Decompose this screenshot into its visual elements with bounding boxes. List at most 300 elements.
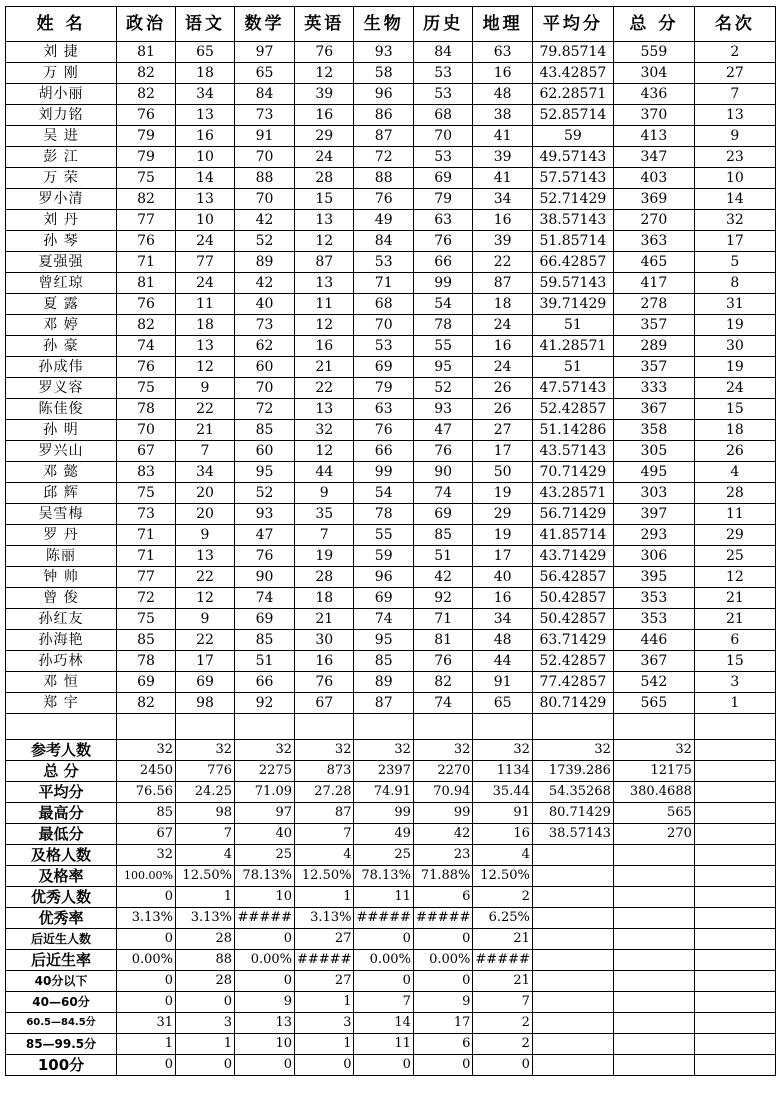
- cell-geography: 38: [473, 105, 532, 126]
- summary-cell-history: 23: [413, 845, 472, 866]
- cell-chinese: 13: [176, 105, 235, 126]
- cell-history: 79: [413, 189, 472, 210]
- cell-geography: 48: [473, 630, 532, 651]
- cell-geography: 22: [473, 252, 532, 273]
- cell-total: 403: [613, 168, 694, 189]
- cell-history: 85: [413, 525, 472, 546]
- cell-math: 85: [235, 420, 295, 441]
- cell-rank: 27: [694, 63, 775, 84]
- header-history: 历史: [413, 7, 472, 42]
- summary-cell-rank: [694, 950, 775, 971]
- summary-cell-geography: 6.25%: [473, 908, 532, 929]
- cell-math: 40: [235, 294, 295, 315]
- cell-politics: 82: [117, 84, 176, 105]
- cell-name: 陈丽: [6, 546, 117, 567]
- cell-average: 43.28571: [532, 483, 613, 504]
- summary-cell-politics: 0: [117, 992, 176, 1013]
- cell-geography: 16: [473, 63, 532, 84]
- cell-politics: 76: [117, 294, 176, 315]
- summary-row: [6, 803, 776, 824]
- summary-cell-math: 9: [235, 992, 295, 1013]
- cell-math: 73: [235, 105, 295, 126]
- empty-cell: [413, 714, 472, 740]
- summary-label: 后近生人数: [6, 929, 117, 950]
- cell-biology: 69: [354, 357, 413, 378]
- cell-biology: 54: [354, 483, 413, 504]
- cell-average: 70.71429: [532, 462, 613, 483]
- header-average: 平均分: [532, 7, 613, 42]
- grade-table: [5, 6, 776, 1076]
- summary-cell-politics: 0: [117, 971, 176, 992]
- cell-english: 19: [295, 546, 354, 567]
- summary-cell-history: 71.88%: [413, 866, 472, 887]
- cell-math: 60: [235, 357, 295, 378]
- summary-label: 平均分: [6, 782, 117, 803]
- cell-math: 93: [235, 504, 295, 525]
- summary-cell-rank: [694, 887, 775, 908]
- cell-politics: 71: [117, 546, 176, 567]
- cell-history: 68: [413, 105, 472, 126]
- summary-cell-average: [532, 971, 613, 992]
- cell-total: 417: [613, 273, 694, 294]
- cell-chinese: 20: [176, 483, 235, 504]
- summary-row: [6, 782, 776, 803]
- summary-cell-history: 42: [413, 824, 472, 845]
- summary-label: 优秀率: [6, 908, 117, 929]
- cell-history: 42: [413, 567, 472, 588]
- cell-politics: 77: [117, 567, 176, 588]
- cell-history: 76: [413, 651, 472, 672]
- cell-chinese: 69: [176, 672, 235, 693]
- cell-biology: 72: [354, 147, 413, 168]
- cell-history: 71: [413, 609, 472, 630]
- summary-cell-rank: [694, 824, 775, 845]
- cell-rank: 9: [694, 126, 775, 147]
- summary-cell-english: 7: [295, 824, 354, 845]
- cell-geography: 48: [473, 84, 532, 105]
- cell-average: 51: [532, 357, 613, 378]
- cell-average: 59: [532, 126, 613, 147]
- cell-average: 49.57143: [532, 147, 613, 168]
- cell-politics: 79: [117, 147, 176, 168]
- summary-cell-average: [532, 908, 613, 929]
- summary-cell-total: [613, 950, 694, 971]
- summary-cell-politics: 85: [117, 803, 176, 824]
- empty-cell: [473, 714, 532, 740]
- cell-total: 293: [613, 525, 694, 546]
- cell-math: 70: [235, 378, 295, 399]
- cell-biology: 76: [354, 420, 413, 441]
- summary-cell-biology: 78.13%: [354, 866, 413, 887]
- summary-cell-geography: 0: [473, 1055, 532, 1076]
- summary-row: [6, 1034, 776, 1055]
- cell-geography: 24: [473, 357, 532, 378]
- cell-politics: 71: [117, 525, 176, 546]
- summary-cell-average: 1739.286: [532, 761, 613, 782]
- header-politics: 政治: [117, 7, 176, 42]
- cell-biology: 63: [354, 399, 413, 420]
- cell-english: 39: [295, 84, 354, 105]
- summary-cell-average: [532, 887, 613, 908]
- cell-total: 495: [613, 462, 694, 483]
- summary-label: 及格率: [6, 866, 117, 887]
- summary-cell-history: 70.94: [413, 782, 472, 803]
- summary-cell-total: [613, 866, 694, 887]
- cell-average: 38.57143: [532, 210, 613, 231]
- cell-name: 邓 婷: [6, 315, 117, 336]
- cell-biology: 93: [354, 42, 413, 63]
- summary-label: 60.5—84.5分: [6, 1013, 117, 1034]
- cell-english: 16: [295, 336, 354, 357]
- cell-chinese: 24: [176, 231, 235, 252]
- cell-chinese: 13: [176, 546, 235, 567]
- cell-rank: 23: [694, 147, 775, 168]
- cell-total: 565: [613, 693, 694, 714]
- cell-english: 24: [295, 147, 354, 168]
- summary-row: [6, 992, 776, 1013]
- cell-history: 95: [413, 357, 472, 378]
- cell-chinese: 11: [176, 294, 235, 315]
- cell-rank: 5: [694, 252, 775, 273]
- cell-rank: 2: [694, 42, 775, 63]
- cell-name: 万 荣: [6, 168, 117, 189]
- cell-biology: 70: [354, 315, 413, 336]
- cell-average: 52.71429: [532, 189, 613, 210]
- summary-cell-average: [532, 845, 613, 866]
- cell-chinese: 9: [176, 609, 235, 630]
- summary-cell-math: 78.13%: [235, 866, 295, 887]
- cell-chinese: 13: [176, 336, 235, 357]
- cell-history: 99: [413, 273, 472, 294]
- summary-cell-math: 10: [235, 1034, 295, 1055]
- cell-chinese: 13: [176, 189, 235, 210]
- cell-name: 孙 明: [6, 420, 117, 441]
- cell-math: 52: [235, 231, 295, 252]
- cell-math: 88: [235, 168, 295, 189]
- summary-cell-geography: 32: [473, 740, 532, 761]
- cell-english: 22: [295, 378, 354, 399]
- cell-politics: 85: [117, 630, 176, 651]
- cell-history: 51: [413, 546, 472, 567]
- cell-name: 孙海艳: [6, 630, 117, 651]
- cell-name: 夏强强: [6, 252, 117, 273]
- cell-math: 72: [235, 399, 295, 420]
- blank-row: [6, 714, 776, 740]
- summary-cell-biology: 49: [354, 824, 413, 845]
- cell-history: 84: [413, 42, 472, 63]
- cell-rank: 6: [694, 630, 775, 651]
- cell-biology: 99: [354, 462, 413, 483]
- empty-cell: [613, 714, 694, 740]
- summary-cell-average: [532, 929, 613, 950]
- cell-politics: 78: [117, 651, 176, 672]
- summary-cell-history: 0: [413, 971, 472, 992]
- cell-math: 90: [235, 567, 295, 588]
- cell-biology: 76: [354, 189, 413, 210]
- summary-cell-total: [613, 845, 694, 866]
- cell-math: 51: [235, 651, 295, 672]
- cell-math: 70: [235, 189, 295, 210]
- empty-cell: [694, 714, 775, 740]
- summary-cell-english: 1: [295, 1034, 354, 1055]
- cell-name: 钟 帅: [6, 567, 117, 588]
- cell-history: 93: [413, 399, 472, 420]
- summary-cell-biology: 2397: [354, 761, 413, 782]
- empty-cell: [6, 714, 117, 740]
- cell-biology: 53: [354, 252, 413, 273]
- summary-cell-geography: 21: [473, 929, 532, 950]
- summary-cell-geography: 35.44: [473, 782, 532, 803]
- summary-cell-biology: 7: [354, 992, 413, 1013]
- cell-geography: 16: [473, 336, 532, 357]
- cell-politics: 70: [117, 420, 176, 441]
- cell-rank: 21: [694, 609, 775, 630]
- cell-chinese: 12: [176, 357, 235, 378]
- summary-cell-history: 32: [413, 740, 472, 761]
- cell-geography: 87: [473, 273, 532, 294]
- cell-biology: 68: [354, 294, 413, 315]
- empty-cell: [354, 714, 413, 740]
- cell-total: 446: [613, 630, 694, 651]
- cell-biology: 55: [354, 525, 413, 546]
- cell-rank: 18: [694, 420, 775, 441]
- cell-rank: 3: [694, 672, 775, 693]
- summary-cell-chinese: 32: [176, 740, 235, 761]
- cell-geography: 16: [473, 588, 532, 609]
- cell-politics: 69: [117, 672, 176, 693]
- summary-cell-chinese: 12.50%: [176, 866, 235, 887]
- summary-cell-average: 54.35268: [532, 782, 613, 803]
- summary-row: [6, 761, 776, 782]
- summary-cell-rank: [694, 908, 775, 929]
- cell-rank: 21: [694, 588, 775, 609]
- cell-history: 66: [413, 252, 472, 273]
- summary-cell-rank: [694, 740, 775, 761]
- cell-average: 66.42857: [532, 252, 613, 273]
- summary-cell-total: 380.4688: [613, 782, 694, 803]
- cell-geography: 34: [473, 609, 532, 630]
- summary-cell-chinese: 4: [176, 845, 235, 866]
- cell-chinese: 22: [176, 630, 235, 651]
- student-row: [6, 315, 776, 336]
- cell-politics: 82: [117, 63, 176, 84]
- cell-math: 42: [235, 273, 295, 294]
- cell-english: 11: [295, 294, 354, 315]
- summary-row: [6, 845, 776, 866]
- summary-cell-total: [613, 887, 694, 908]
- cell-total: 395: [613, 567, 694, 588]
- cell-chinese: 18: [176, 315, 235, 336]
- summary-cell-english: 27.28: [295, 782, 354, 803]
- cell-biology: 53: [354, 336, 413, 357]
- cell-math: 85: [235, 630, 295, 651]
- cell-politics: 82: [117, 315, 176, 336]
- student-row: [6, 588, 776, 609]
- cell-chinese: 22: [176, 399, 235, 420]
- cell-biology: 79: [354, 378, 413, 399]
- summary-cell-average: [532, 866, 613, 887]
- summary-row: [6, 950, 776, 971]
- cell-english: 16: [295, 651, 354, 672]
- cell-name: 邱 辉: [6, 483, 117, 504]
- summary-cell-politics: 67: [117, 824, 176, 845]
- cell-geography: 26: [473, 399, 532, 420]
- cell-english: 13: [295, 273, 354, 294]
- cell-english: 13: [295, 210, 354, 231]
- cell-history: 74: [413, 693, 472, 714]
- cell-total: 367: [613, 399, 694, 420]
- summary-cell-total: [613, 908, 694, 929]
- summary-cell-english: 1: [295, 992, 354, 1013]
- cell-english: 30: [295, 630, 354, 651]
- cell-average: 41.85714: [532, 525, 613, 546]
- summary-cell-total: [613, 929, 694, 950]
- cell-rank: 4: [694, 462, 775, 483]
- cell-math: 76: [235, 546, 295, 567]
- summary-cell-math: 0.00%: [235, 950, 295, 971]
- cell-english: 32: [295, 420, 354, 441]
- student-row: [6, 357, 776, 378]
- summary-cell-politics: 0: [117, 1055, 176, 1076]
- student-row: [6, 294, 776, 315]
- summary-cell-total: [613, 971, 694, 992]
- summary-cell-math: 40: [235, 824, 295, 845]
- empty-cell: [117, 714, 176, 740]
- cell-biology: 71: [354, 273, 413, 294]
- summary-cell-history: 9: [413, 992, 472, 1013]
- cell-average: 50.42857: [532, 588, 613, 609]
- summary-cell-rank: [694, 803, 775, 824]
- summary-cell-geography: 12.50%: [473, 866, 532, 887]
- summary-row: [6, 887, 776, 908]
- header-biology: 生物: [354, 7, 413, 42]
- cell-total: 289: [613, 336, 694, 357]
- summary-label: 最高分: [6, 803, 117, 824]
- cell-chinese: 14: [176, 168, 235, 189]
- cell-chinese: 98: [176, 693, 235, 714]
- cell-average: 52.42857: [532, 651, 613, 672]
- cell-chinese: 17: [176, 651, 235, 672]
- cell-english: 7: [295, 525, 354, 546]
- summary-cell-total: [613, 1034, 694, 1055]
- cell-history: 70: [413, 126, 472, 147]
- summary-cell-politics: 32: [117, 845, 176, 866]
- summary-cell-total: [613, 1055, 694, 1076]
- cell-rank: 15: [694, 651, 775, 672]
- cell-average: 39.71429: [532, 294, 613, 315]
- cell-math: 62: [235, 336, 295, 357]
- cell-politics: 76: [117, 105, 176, 126]
- cell-history: 76: [413, 441, 472, 462]
- student-row: [6, 420, 776, 441]
- cell-chinese: 12: [176, 588, 235, 609]
- cell-biology: 95: [354, 630, 413, 651]
- summary-cell-history: 0: [413, 929, 472, 950]
- cell-name: 吴 进: [6, 126, 117, 147]
- student-row: [6, 336, 776, 357]
- summary-cell-biology: 25: [354, 845, 413, 866]
- cell-math: 97: [235, 42, 295, 63]
- empty-cell: [235, 714, 295, 740]
- summary-cell-average: 32: [532, 740, 613, 761]
- summary-row: [6, 866, 776, 887]
- cell-chinese: 16: [176, 126, 235, 147]
- summary-cell-politics: 76.56: [117, 782, 176, 803]
- cell-history: 90: [413, 462, 472, 483]
- cell-rank: 26: [694, 441, 775, 462]
- cell-english: 16: [295, 105, 354, 126]
- cell-total: 270: [613, 210, 694, 231]
- header-rank: 名次: [694, 7, 775, 42]
- summary-cell-math: 97: [235, 803, 295, 824]
- empty-cell: [176, 714, 235, 740]
- cell-name: 曾 俊: [6, 588, 117, 609]
- summary-label: 优秀人数: [6, 887, 117, 908]
- cell-biology: 96: [354, 567, 413, 588]
- cell-english: 12: [295, 315, 354, 336]
- cell-history: 74: [413, 483, 472, 504]
- cell-history: 82: [413, 672, 472, 693]
- cell-geography: 19: [473, 525, 532, 546]
- cell-biology: 85: [354, 651, 413, 672]
- summary-cell-chinese: 3: [176, 1013, 235, 1034]
- cell-total: 303: [613, 483, 694, 504]
- cell-english: 12: [295, 231, 354, 252]
- student-row: [6, 399, 776, 420]
- cell-total: 305: [613, 441, 694, 462]
- cell-geography: 26: [473, 378, 532, 399]
- summary-cell-average: [532, 950, 613, 971]
- cell-politics: 71: [117, 252, 176, 273]
- cell-average: 52.85714: [532, 105, 613, 126]
- summary-cell-chinese: 98: [176, 803, 235, 824]
- cell-politics: 82: [117, 693, 176, 714]
- cell-rank: 14: [694, 189, 775, 210]
- summary-cell-average: [532, 992, 613, 1013]
- summary-cell-biology: 0: [354, 1055, 413, 1076]
- cell-average: 43.57143: [532, 441, 613, 462]
- student-row: [6, 567, 776, 588]
- cell-rank: 19: [694, 315, 775, 336]
- cell-english: 9: [295, 483, 354, 504]
- summary-label: 参考人数: [6, 740, 117, 761]
- cell-rank: 31: [694, 294, 775, 315]
- cell-total: 370: [613, 105, 694, 126]
- cell-math: 70: [235, 147, 295, 168]
- cell-total: 333: [613, 378, 694, 399]
- summary-cell-total: 32: [613, 740, 694, 761]
- cell-name: 胡小丽: [6, 84, 117, 105]
- cell-average: 51: [532, 315, 613, 336]
- student-row: [6, 168, 776, 189]
- student-row: [6, 63, 776, 84]
- cell-politics: 74: [117, 336, 176, 357]
- student-row: [6, 441, 776, 462]
- cell-chinese: 22: [176, 567, 235, 588]
- cell-average: 80.71429: [532, 693, 613, 714]
- summary-cell-biology: 11: [354, 887, 413, 908]
- cell-biology: 69: [354, 588, 413, 609]
- cell-rank: 25: [694, 546, 775, 567]
- cell-name: 邓 恒: [6, 672, 117, 693]
- cell-average: 50.42857: [532, 609, 613, 630]
- cell-chinese: 65: [176, 42, 235, 63]
- summary-cell-rank: [694, 971, 775, 992]
- summary-cell-geography: 2: [473, 887, 532, 908]
- cell-geography: 39: [473, 147, 532, 168]
- cell-geography: 44: [473, 651, 532, 672]
- summary-cell-english: 3.13%: [295, 908, 354, 929]
